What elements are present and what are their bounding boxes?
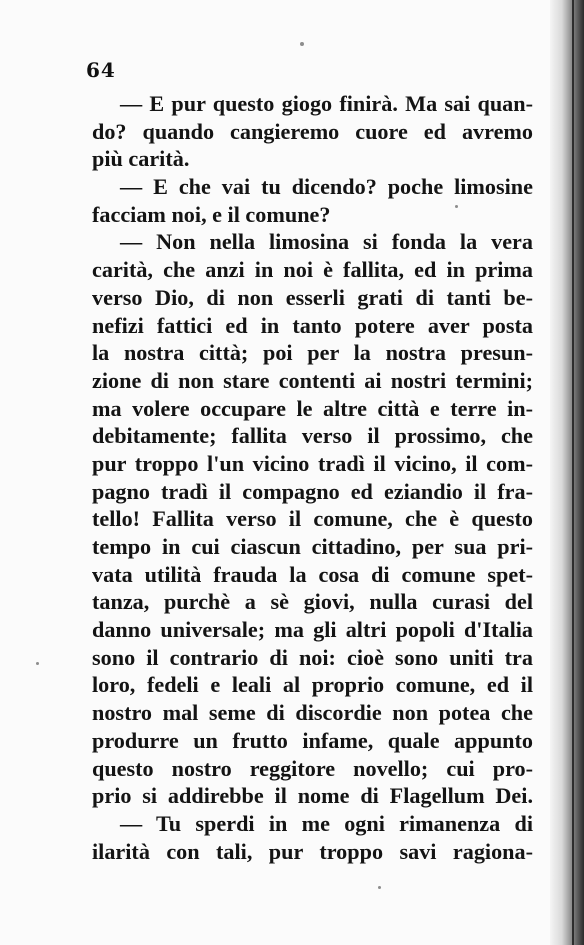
page-number: 64 [86, 58, 116, 82]
text-line: produrre un frutto infame, quale appunto [92, 727, 533, 753]
text-line: ma volere occupare le altre città e terre in- [92, 395, 533, 421]
text-line: tanza, purchè a sè giovi, nulla curasi del [92, 589, 533, 615]
text-line: danno universale; ma gli altri popoli d'Italia [92, 617, 533, 643]
text-line: questo nostro reggitore novello; cui pro- [92, 755, 533, 781]
text-line: — E pur questo giogo finirà. Ma sai quan- [120, 91, 533, 116]
text-line: nostro mal seme di discordie non potea che [92, 700, 533, 726]
text-line: — Tu sperdi in me ogni rimanenza di [120, 810, 533, 836]
text-line: prio si addirebbe il nome di Flagellum Dei. [92, 783, 533, 809]
paper-speck [378, 886, 381, 889]
text-line: carità, che anzi in noi è fallita, ed in prima [92, 257, 533, 283]
text-line: più carità. [92, 146, 190, 172]
text-line: ilarità con tali, pur troppo savi ragiona- [92, 838, 533, 864]
text-line: — Non nella limosina si fonda la vera [120, 229, 533, 255]
text-line: zione di non stare contenti ai nostri termini; [92, 367, 533, 393]
text-line: debitamente; fallita verso il prossimo, che [92, 423, 533, 449]
paper-speck [36, 662, 39, 665]
text-line: tempo in cui ciascun cittadino, per sua pri- [92, 534, 533, 559]
text-line: verso Dio, di non esserli grati di tanti be- [92, 284, 533, 310]
book-spine-edge [572, 0, 574, 945]
text-line: nefizi fattici ed in tanto potere aver posta [92, 312, 533, 338]
book-spine-shadow [550, 0, 584, 945]
page-text [92, 90, 533, 865]
text-line: tello! Fallita verso il comune, che è questo [92, 506, 533, 532]
paper-speck [455, 205, 458, 208]
text-line: loro, fedeli e leali al proprio comune, ed il [92, 672, 533, 698]
text-line: facciam noi, e il comune? [92, 201, 331, 227]
text-line: la nostra città; poi per la nostra presun- [92, 340, 533, 366]
text-line: sono il contrario di noi: cioè sono uniti tra [92, 644, 533, 670]
text-line: — E che vai tu dicendo? poche limosine [120, 174, 533, 200]
text-line: pur troppo l'un vicino tradì il vicino, il com- [92, 450, 533, 476]
paper-speck [300, 42, 304, 46]
text-line: pagno tradì il compagno ed eziandio il fra- [92, 478, 533, 504]
text-line: vata utilità frauda la cosa di comune spet- [92, 561, 533, 587]
text-line: do? quando cangieremo cuore ed avremo [92, 118, 533, 144]
